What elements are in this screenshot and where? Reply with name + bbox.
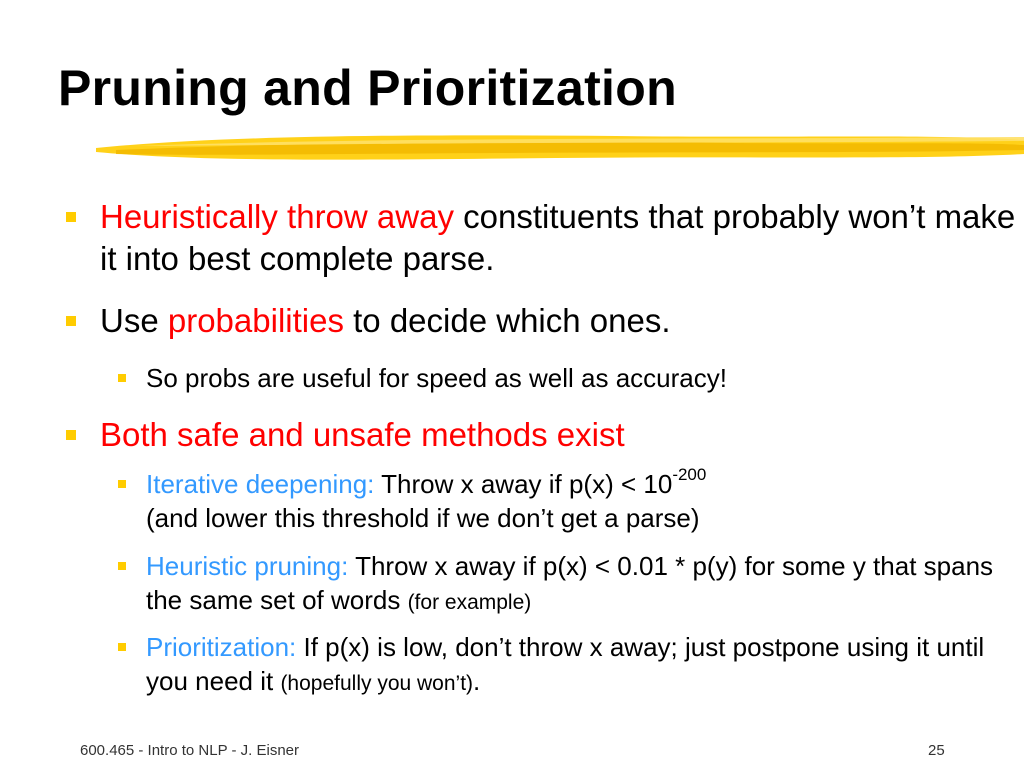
prioritization-note: (hopefully you won’t) — [280, 672, 474, 695]
slide-title: Pruning and Prioritization — [58, 60, 677, 116]
iterative-deepening-label: Iterative deepening: — [146, 469, 375, 499]
page-number: 25 — [928, 742, 945, 759]
bullet-3-sub-3 — [118, 630, 998, 701]
sub-bullet-square-icon — [118, 374, 126, 382]
footer-course: 600.465 - Intro to NLP - J. Eisner — [80, 742, 300, 759]
bullet-2-post: to decide which ones. — [343, 302, 671, 339]
bullet-1 — [66, 196, 1016, 280]
bullet-square-icon — [66, 212, 76, 222]
bullet-2-highlight: probabilities — [167, 302, 344, 339]
iterative-deepening-text: Throw x away if p(x) < 10 — [374, 469, 673, 499]
bullet-square-icon — [66, 316, 76, 326]
bullet-2-sub-1 — [118, 361, 1018, 395]
bullet-1-highlight: Heuristically throw away — [100, 198, 454, 235]
bullet-3 — [66, 414, 1016, 456]
bullet-2-sub-1-text: So probs are useful for speed as well as accuracy! — [146, 363, 727, 393]
heuristic-pruning-text: Throw x away if p(x) < 0.01 * p(y) for some y that spans the same set of words — [146, 551, 994, 615]
prioritization-end: . — [473, 666, 481, 696]
prioritization-text: If p(x) is low, don’t throw x away; just postpone using it until you need it — [146, 632, 985, 696]
title-underline-brushstroke — [96, 130, 1024, 166]
sub-bullet-square-icon — [118, 562, 126, 570]
iterative-deepening-exponent: -200 — [672, 465, 707, 485]
heuristic-pruning-note: (for example) — [407, 591, 532, 614]
bullet-1-text: constituents that probably won’t make it into best complete parse. — [100, 198, 1016, 277]
sub-bullet-square-icon — [118, 643, 126, 651]
bullet-3-highlight: Both safe and unsafe methods exist — [100, 416, 625, 453]
bullet-3-sub-1 — [118, 467, 1018, 535]
bullet-3-sub-2 — [118, 549, 998, 620]
iterative-deepening-line2: (and lower this threshold if we don’t get a parse) — [146, 503, 700, 533]
bullet-2 — [66, 300, 1016, 342]
bullet-2-pre: Use — [100, 302, 168, 339]
sub-bullet-square-icon — [118, 480, 126, 488]
heuristic-pruning-label: Heuristic pruning: — [146, 551, 349, 581]
bullet-square-icon — [66, 430, 76, 440]
prioritization-label: Prioritization: — [146, 632, 297, 662]
